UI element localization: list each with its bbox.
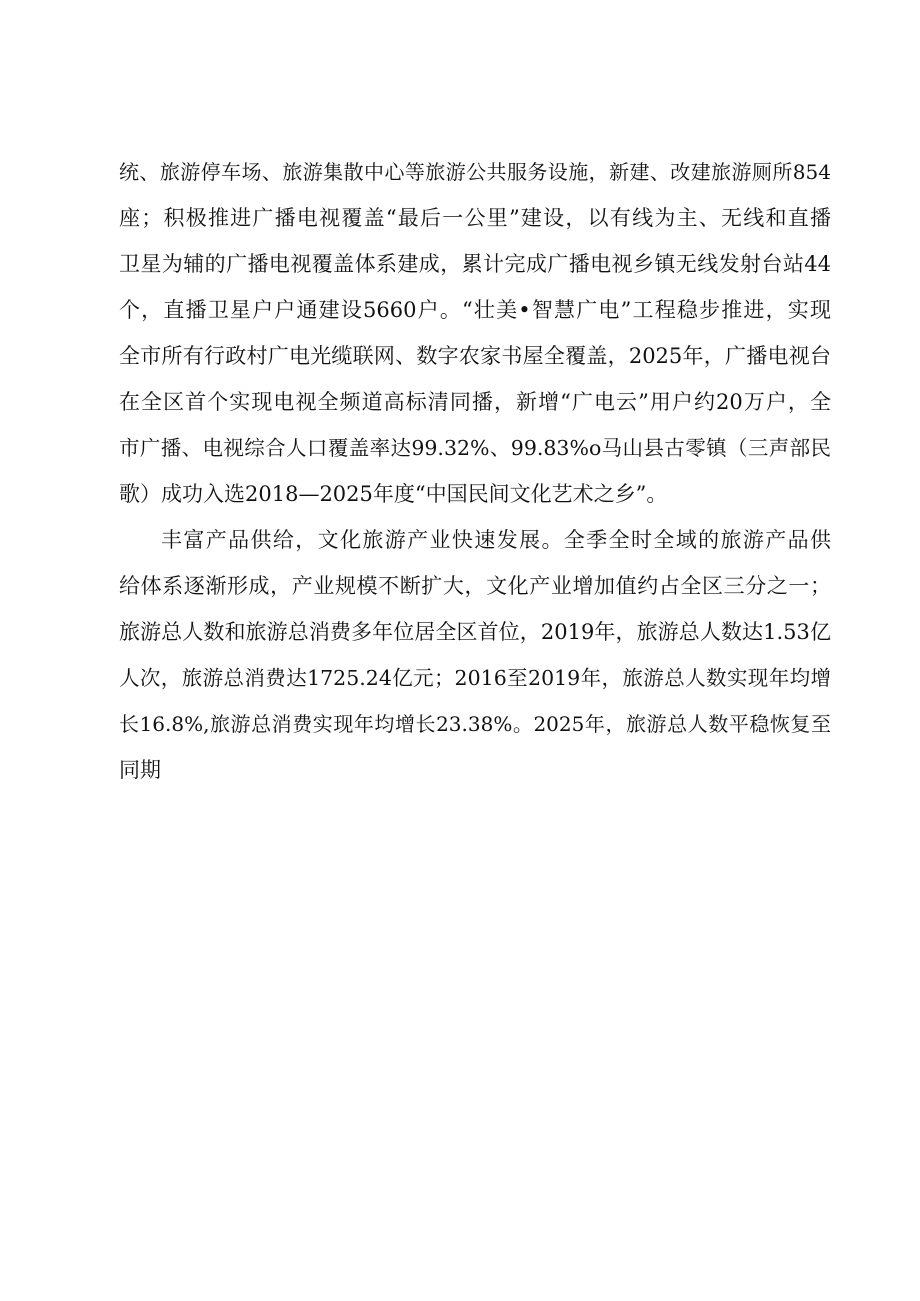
paragraph-1-line-3: 卫星为辅的广播电视覆盖体系建成，累计完成广播电视乡镇无线发射台站44 <box>119 252 831 276</box>
paragraph-1-line-7: 市广播、电视综合人口覆盖率达99.32%、99.83%o马山县古零镇（三声部民 <box>119 436 831 460</box>
paragraph-2-line-2: 给体系逐渐形成，产业规模不断扩大，文化产业增加值约占全区三分之一； <box>119 574 831 598</box>
paragraph-1-line-8: 歌）成功入选2018—2025年度“中国民间文化艺术之乡”。 <box>119 482 668 506</box>
paragraph-1-line-1: 统、旅游停车场、旅游集散中心等旅游公共服务设施，新建、改建旅游厕所854 <box>119 160 831 184</box>
paragraph-2-line-4: 人次，旅游总消费达1725.24亿元；2016至2019年，旅游总人数实现年均增 <box>119 666 831 690</box>
body-text <box>119 157 831 797</box>
paragraph-1-line-5: 全市所有行政村广电光缆联网、数字农家书屋全覆盖，2025年，广播电视台 <box>119 344 831 368</box>
paragraph-2-line-6: 同期 <box>119 758 161 782</box>
paragraph-1-line-4: 个，直播卫星户户通建设5660户。“壮美•智慧广电”工程稳步推进，实现 <box>119 298 831 322</box>
paragraph-1-line-6: 在全区首个实现电视全频道高标清同播，新增“广电云”用户约20万户，全 <box>119 390 831 414</box>
paragraph-2-line-1: 丰富产品供给，文化旅游产业快速发展。全季全时全域的旅游产品供 <box>161 528 831 552</box>
paragraph-2-line-5: 长16.8%,旅游总消费实现年均增长23.38%。2025年，旅游总人数平稳恢复至 <box>119 712 831 736</box>
paragraph-1-line-2: 座；积极推进广播电视覆盖“最后一公里”建设，以有线为主、无线和直播 <box>119 206 831 230</box>
paragraph-2-line-3: 旅游总人数和旅游总消费多年位居全区首位，2019年，旅游总人数达1.53亿 <box>119 620 831 644</box>
